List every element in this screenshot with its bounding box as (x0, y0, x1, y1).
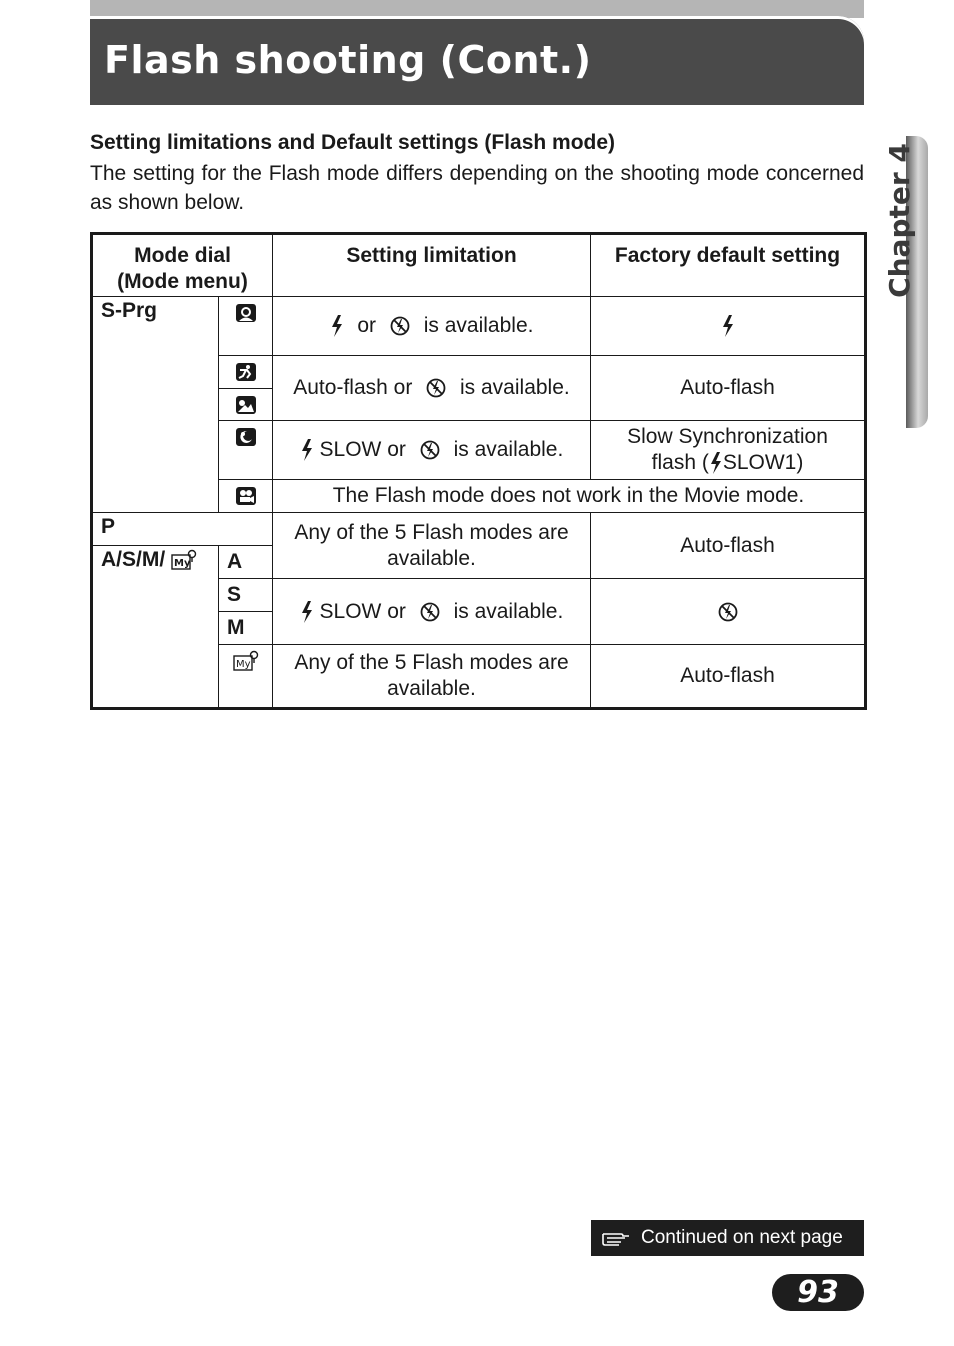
flash-mode-table (90, 232, 867, 710)
sports-limit-post: is available. (460, 376, 570, 399)
portrait-default (591, 297, 866, 356)
svg-text:My: My (235, 659, 251, 671)
sub-mode-s: S (219, 579, 273, 612)
night-default (591, 421, 866, 480)
sports-default: Auto-flash (591, 356, 866, 421)
sub-mode-a: A (219, 546, 273, 579)
landscape-icon (235, 395, 257, 415)
flash-off-icon (420, 440, 440, 460)
p-limit: Any of the 5 Flash modes are available. (273, 513, 591, 579)
page-title: Flash shooting (Cont.) (104, 38, 592, 82)
group-asm (92, 546, 219, 709)
sm-limit (273, 579, 591, 645)
portrait-limit (273, 297, 591, 356)
my-default: Auto-flash (591, 645, 866, 709)
sports-icon-cell (219, 356, 273, 389)
flash-off-icon (390, 316, 410, 336)
sub-mode-m: M (219, 612, 273, 645)
flash-icon (300, 439, 314, 461)
movie-icon (235, 486, 257, 506)
sm-default (591, 579, 866, 645)
night-limit (273, 421, 591, 480)
portrait-icon (235, 303, 257, 323)
night-default-post: SLOW1) (722, 451, 804, 474)
svg-text:My: My (174, 558, 191, 570)
p-default: Auto-flash (591, 513, 866, 579)
night-limit-slow: SLOW or (319, 438, 406, 461)
flash-icon (709, 452, 723, 474)
continued-link[interactable] (591, 1220, 864, 1256)
flash-off-icon (420, 602, 440, 622)
sports-limit-pre: Auto-flash or (293, 376, 413, 399)
landscape-icon-cell (219, 389, 273, 421)
header-mode-dial (92, 234, 273, 297)
group-p: P (92, 513, 273, 546)
intro-paragraph: The setting for the Flash mode differs depending on the shooting mode concerned as shown below. (90, 162, 864, 214)
header-limitation: Setting limitation (273, 234, 591, 297)
portrait-limit-available: is available. (423, 314, 534, 337)
hand-pointer-icon (601, 1230, 631, 1246)
chapter-label (879, 140, 919, 300)
flash-icon (330, 315, 344, 337)
my-mode-icon (171, 549, 197, 571)
portrait-icon-cell (219, 297, 273, 356)
night-scene-icon (235, 427, 257, 447)
movie-note: The Flash mode does not work in the Movie mode. (273, 480, 866, 513)
table-row (92, 297, 866, 356)
sm-limit-post: is available. (453, 599, 564, 623)
night-limit-post: is available. (453, 438, 564, 461)
night-scene-icon-cell (219, 421, 273, 480)
my-mode-icon (233, 650, 259, 672)
page-number: 93 (772, 1274, 864, 1311)
movie-icon-cell (219, 480, 273, 513)
portrait-limit-or: or (357, 314, 377, 337)
group-sprg: S-Prg (92, 297, 219, 513)
flash-icon (300, 601, 314, 623)
sm-limit-slow: SLOW or (319, 599, 406, 623)
table-row (92, 513, 866, 546)
night-default-pre: Slow Synchronization flash ( (627, 425, 828, 474)
group-asm-label: A/S/M/ (101, 548, 166, 571)
my-mode-icon-cell (219, 645, 273, 709)
flash-icon (721, 315, 735, 337)
chapter-label-text: Chapter 4 (882, 142, 916, 298)
section-subheading: Setting limitations and Default settings (Flash mode) (90, 131, 616, 154)
header-default: Factory default setting (591, 234, 866, 297)
title-banner (90, 16, 864, 105)
flash-off-icon (718, 602, 738, 622)
sports-icon (235, 362, 257, 382)
flash-off-icon (426, 378, 446, 398)
table-header-row (92, 234, 866, 297)
sports-limit (273, 356, 591, 421)
header-mode-dial-text: Mode dial (Mode menu) (117, 244, 248, 293)
my-limit: Any of the 5 Flash modes are available. (273, 645, 591, 709)
continued-text: Continued on next page (641, 1227, 843, 1248)
